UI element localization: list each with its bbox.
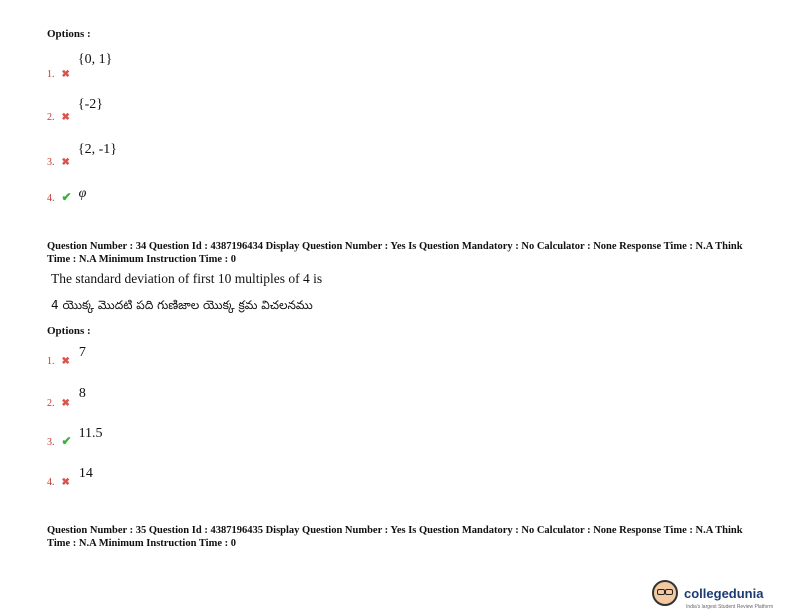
cross-icon: ✖ [61,356,70,367]
option-row [47,50,113,80]
option-number: 4. [47,477,55,488]
cross-icon: ✖ [61,398,70,409]
option-number: 1. [47,69,55,80]
option-row [47,384,86,409]
check-icon: ✔ [61,434,72,448]
option-row [47,464,93,488]
option-text: φ [78,186,87,201]
question-text-en: The standard deviation of first 10 multiples of 4 is [51,271,323,286]
option-text: 8 [78,386,86,401]
collegedunia-logo [652,580,787,610]
option-row [47,184,86,202]
mascot-icon [652,580,678,606]
check-icon: ✔ [61,190,72,204]
option-text: 11.5 [78,426,103,441]
cross-icon: ✖ [61,157,70,168]
option-number: 2. [47,112,55,123]
logo-name: collegedunia [684,585,764,601]
cross-icon: ✖ [61,69,70,80]
option-number: 4. [47,193,55,204]
logo-tagline: India's largest Student Review Platform [686,604,774,610]
cross-icon: ✖ [61,112,70,123]
option-row [47,343,86,367]
options-label: Options : [47,28,91,40]
option-number: 1. [47,356,55,367]
question-text-te: 4 యొక్క మొదటి పది గుణిజాల యొక్క క్రమ విచలనము [51,298,313,312]
option-text: 7 [78,345,86,360]
option-number: 3. [47,157,55,168]
option-row [47,140,117,168]
option-text: {2, -1} [77,142,117,157]
option-row [47,95,103,123]
option-number: 2. [47,398,55,409]
question-meta: Question Number : 34 Question Id : 4387196434 Display Question Number : Yes Is Question Mandatory : No Calculator : None Response Time : N.A Think Time : N.A Minimum Instruction Time : 0 [47,241,743,265]
option-text: 14 [78,466,93,481]
option-number: 3. [47,437,55,448]
option-text: {0, 1} [77,52,113,67]
option-row [47,424,103,448]
question-meta: Question Number : 35 Question Id : 4387196435 Display Question Number : Yes Is Question Mandatory : No Calculator : None Response Time : N.A Think Time : N.A Minimum Instruction Time : 0 [47,525,743,549]
cross-icon: ✖ [61,477,70,488]
option-text: {-2} [77,97,103,112]
options-label: Options : [47,325,91,337]
